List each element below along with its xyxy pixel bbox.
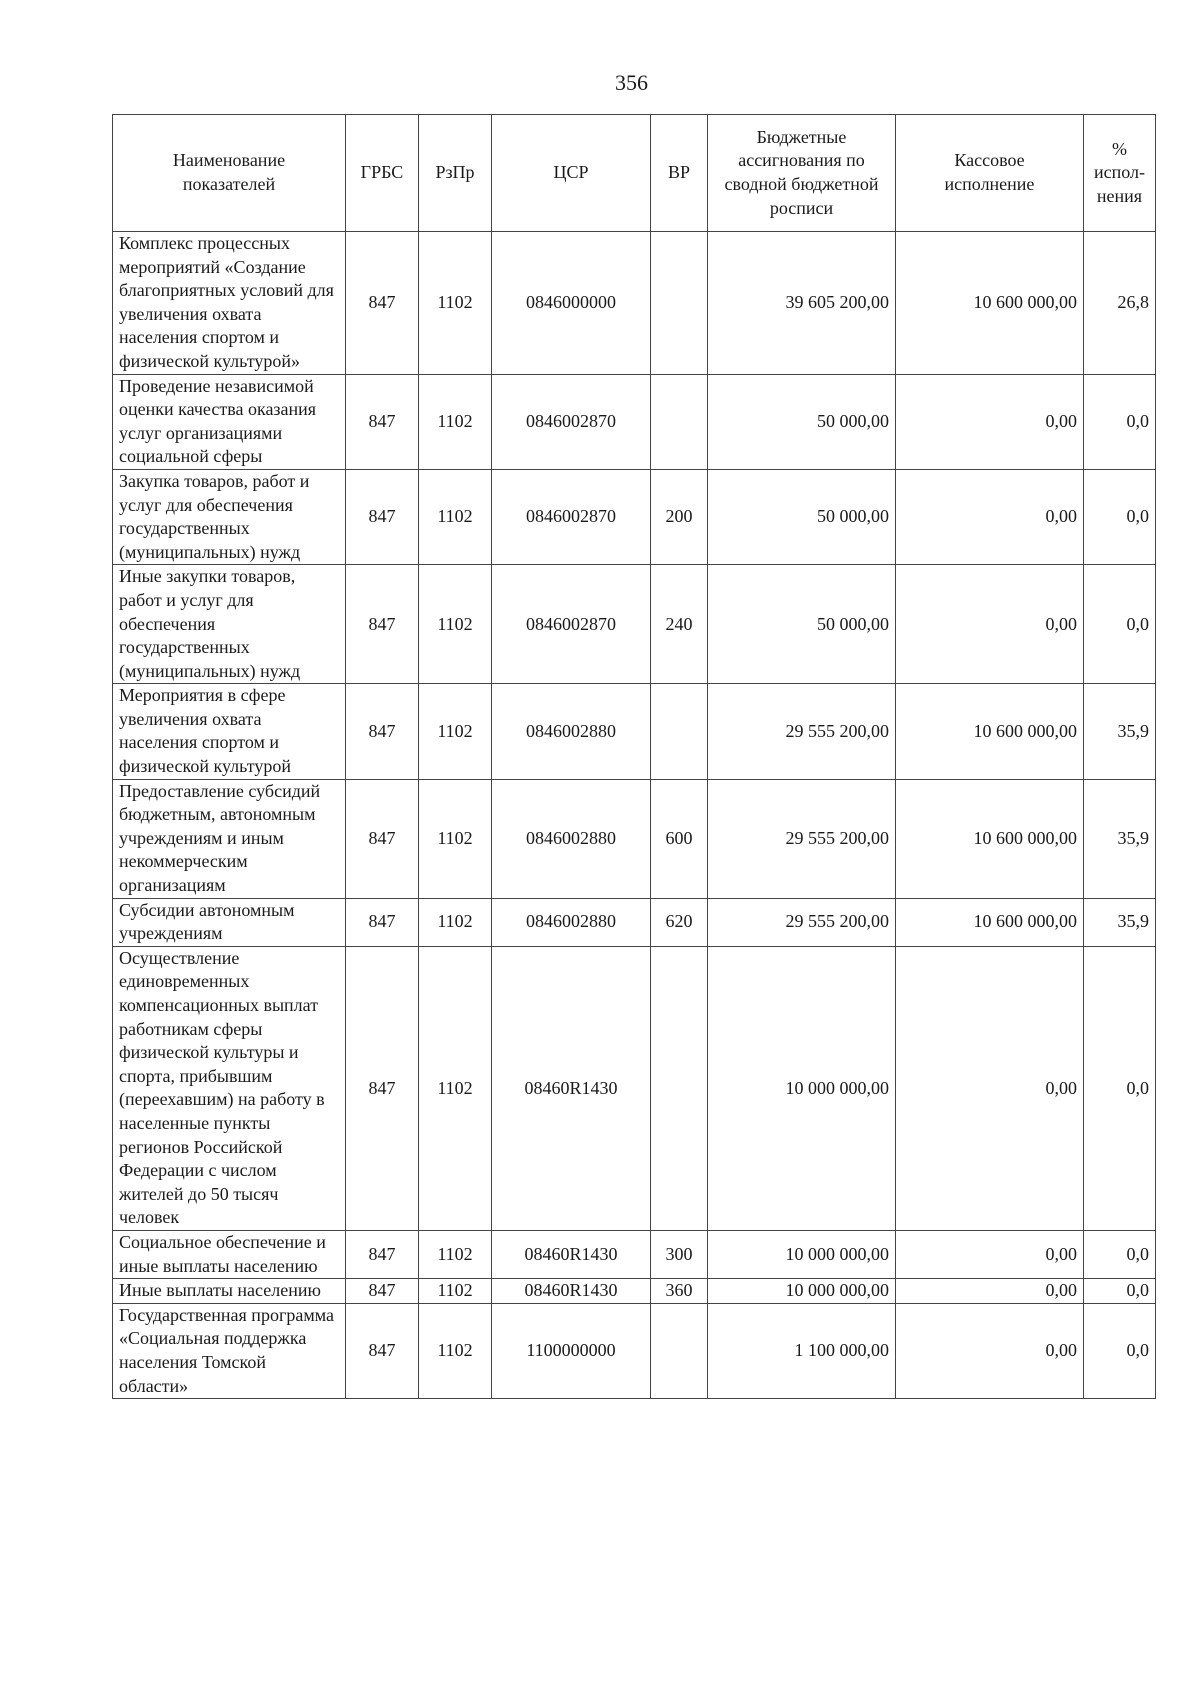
cell-executed: 10 600 000,00: [896, 779, 1084, 898]
header-rzpr: РзПр: [419, 115, 492, 232]
cell-rzpr: 1102: [419, 374, 492, 469]
cell-percent: 35,9: [1084, 898, 1156, 946]
cell-vr: [651, 232, 708, 375]
cell-rzpr: 1102: [419, 469, 492, 564]
cell-name: Иные закупки товаров, работ и услуг для обеспечения государственных (муниципальных) нужд: [113, 565, 346, 684]
cell-vr: 360: [651, 1279, 708, 1304]
header-percent: % испол-нения: [1084, 115, 1156, 232]
cell-grbs: 847: [346, 374, 419, 469]
cell-executed: 0,00: [896, 1230, 1084, 1278]
cell-csr: 0846002880: [492, 779, 651, 898]
cell-grbs: 847: [346, 232, 419, 375]
cell-vr: 600: [651, 779, 708, 898]
table-row: [113, 946, 1156, 1230]
cell-vr: 300: [651, 1230, 708, 1278]
cell-name: Мероприятия в сфере увеличения охвата населения спортом и физической культурой: [113, 684, 346, 779]
cell-rzpr: 1102: [419, 898, 492, 946]
page-number: 356: [615, 70, 648, 95]
cell-rzpr: 1102: [419, 232, 492, 375]
cell-name: Проведение независимой оценки качества оказания услуг организациями социальной сферы: [113, 374, 346, 469]
cell-grbs: 847: [346, 1230, 419, 1278]
table-row: [113, 1279, 1156, 1304]
cell-grbs: 847: [346, 565, 419, 684]
cell-rzpr: 1102: [419, 1303, 492, 1398]
cell-executed: 0,00: [896, 374, 1084, 469]
cell-grbs: 847: [346, 469, 419, 564]
cell-csr: 0846002880: [492, 684, 651, 779]
cell-percent: 26,8: [1084, 232, 1156, 375]
cell-name: Комплекс процессных мероприятий «Создание благоприятных условий для увеличения охвата населения спортом и физической культурой»: [113, 232, 346, 375]
cell-executed: 10 600 000,00: [896, 898, 1084, 946]
cell-vr: 620: [651, 898, 708, 946]
cell-allocated: 29 555 200,00: [708, 898, 896, 946]
cell-vr: [651, 946, 708, 1230]
cell-rzpr: 1102: [419, 1279, 492, 1304]
cell-percent: 0,0: [1084, 469, 1156, 564]
cell-percent: 0,0: [1084, 1230, 1156, 1278]
cell-executed: 0,00: [896, 469, 1084, 564]
cell-rzpr: 1102: [419, 779, 492, 898]
header-allocations: Бюджетные ассигнования по сводной бюджетной росписи: [708, 115, 896, 232]
cell-executed: 10 600 000,00: [896, 232, 1084, 375]
cell-executed: 0,00: [896, 1279, 1084, 1304]
cell-allocated: 39 605 200,00: [708, 232, 896, 375]
table-row: [113, 1303, 1156, 1398]
cell-vr: [651, 1303, 708, 1398]
cell-executed: 10 600 000,00: [896, 684, 1084, 779]
cell-csr: 1100000000: [492, 1303, 651, 1398]
cell-name: Закупка товаров, работ и услуг для обеспечения государственных (муниципальных) нужд: [113, 469, 346, 564]
cell-percent: 35,9: [1084, 779, 1156, 898]
cell-allocated: 29 555 200,00: [708, 684, 896, 779]
table-row: [113, 779, 1156, 898]
cell-allocated: 50 000,00: [708, 374, 896, 469]
table-row: [113, 565, 1156, 684]
cell-csr: 0846002880: [492, 898, 651, 946]
cell-allocated: 10 000 000,00: [708, 1279, 896, 1304]
cell-rzpr: 1102: [419, 946, 492, 1230]
table-body: [113, 232, 1156, 1399]
table-row: [113, 232, 1156, 375]
cell-percent: 0,0: [1084, 1303, 1156, 1398]
table-row: [113, 374, 1156, 469]
table-row: [113, 469, 1156, 564]
table-header-row: [113, 115, 1156, 232]
cell-allocated: 10 000 000,00: [708, 946, 896, 1230]
cell-vr: [651, 684, 708, 779]
cell-name: Государственная программа «Социальная поддержка населения Томской области»: [113, 1303, 346, 1398]
cell-grbs: 847: [346, 898, 419, 946]
table-row: [113, 1230, 1156, 1278]
cell-percent: 0,0: [1084, 946, 1156, 1230]
cell-name: Иные выплаты населению: [113, 1279, 346, 1304]
cell-executed: 0,00: [896, 946, 1084, 1230]
cell-csr: 08460R1430: [492, 946, 651, 1230]
cell-allocated: 50 000,00: [708, 565, 896, 684]
cell-grbs: 847: [346, 1279, 419, 1304]
cell-allocated: 1 100 000,00: [708, 1303, 896, 1398]
cell-percent: 35,9: [1084, 684, 1156, 779]
cell-percent: 0,0: [1084, 1279, 1156, 1304]
cell-grbs: 847: [346, 684, 419, 779]
table-row: [113, 898, 1156, 946]
cell-grbs: 847: [346, 946, 419, 1230]
cell-allocated: 50 000,00: [708, 469, 896, 564]
cell-csr: 0846002870: [492, 374, 651, 469]
cell-vr: [651, 374, 708, 469]
cell-name: Осуществление единовременных компенсационных выплат работникам сферы физической культуры и спорта, прибывшим (переехавшим) на работу в населенные пункты регионов Российской Федерации с числом жителей до 50 тысяч человек: [113, 946, 346, 1230]
cell-rzpr: 1102: [419, 1230, 492, 1278]
cell-executed: 0,00: [896, 1303, 1084, 1398]
table-row: [113, 684, 1156, 779]
cell-csr: 08460R1430: [492, 1279, 651, 1304]
cell-csr: 0846002870: [492, 565, 651, 684]
cell-rzpr: 1102: [419, 565, 492, 684]
cell-executed: 0,00: [896, 565, 1084, 684]
cell-allocated: 10 000 000,00: [708, 1230, 896, 1278]
header-name: Наименование показателей: [113, 115, 346, 232]
cell-name: Субсидии автономным учреждениям: [113, 898, 346, 946]
header-grbs: ГРБС: [346, 115, 419, 232]
cell-grbs: 847: [346, 779, 419, 898]
header-cash-execution: Кассовое исполнение: [896, 115, 1084, 232]
cell-csr: 0846002870: [492, 469, 651, 564]
budget-execution-table: [112, 114, 1156, 1399]
header-csr: ЦСР: [492, 115, 651, 232]
cell-grbs: 847: [346, 1303, 419, 1398]
cell-csr: 0846000000: [492, 232, 651, 375]
cell-vr: 200: [651, 469, 708, 564]
cell-vr: 240: [651, 565, 708, 684]
cell-rzpr: 1102: [419, 684, 492, 779]
cell-allocated: 29 555 200,00: [708, 779, 896, 898]
cell-name: Социальное обеспечение и иные выплаты населению: [113, 1230, 346, 1278]
cell-percent: 0,0: [1084, 565, 1156, 684]
cell-name: Предоставление субсидий бюджетным, автономным учреждениям и иным некоммерческим организациям: [113, 779, 346, 898]
header-vr: ВР: [651, 115, 708, 232]
cell-percent: 0,0: [1084, 374, 1156, 469]
cell-csr: 08460R1430: [492, 1230, 651, 1278]
